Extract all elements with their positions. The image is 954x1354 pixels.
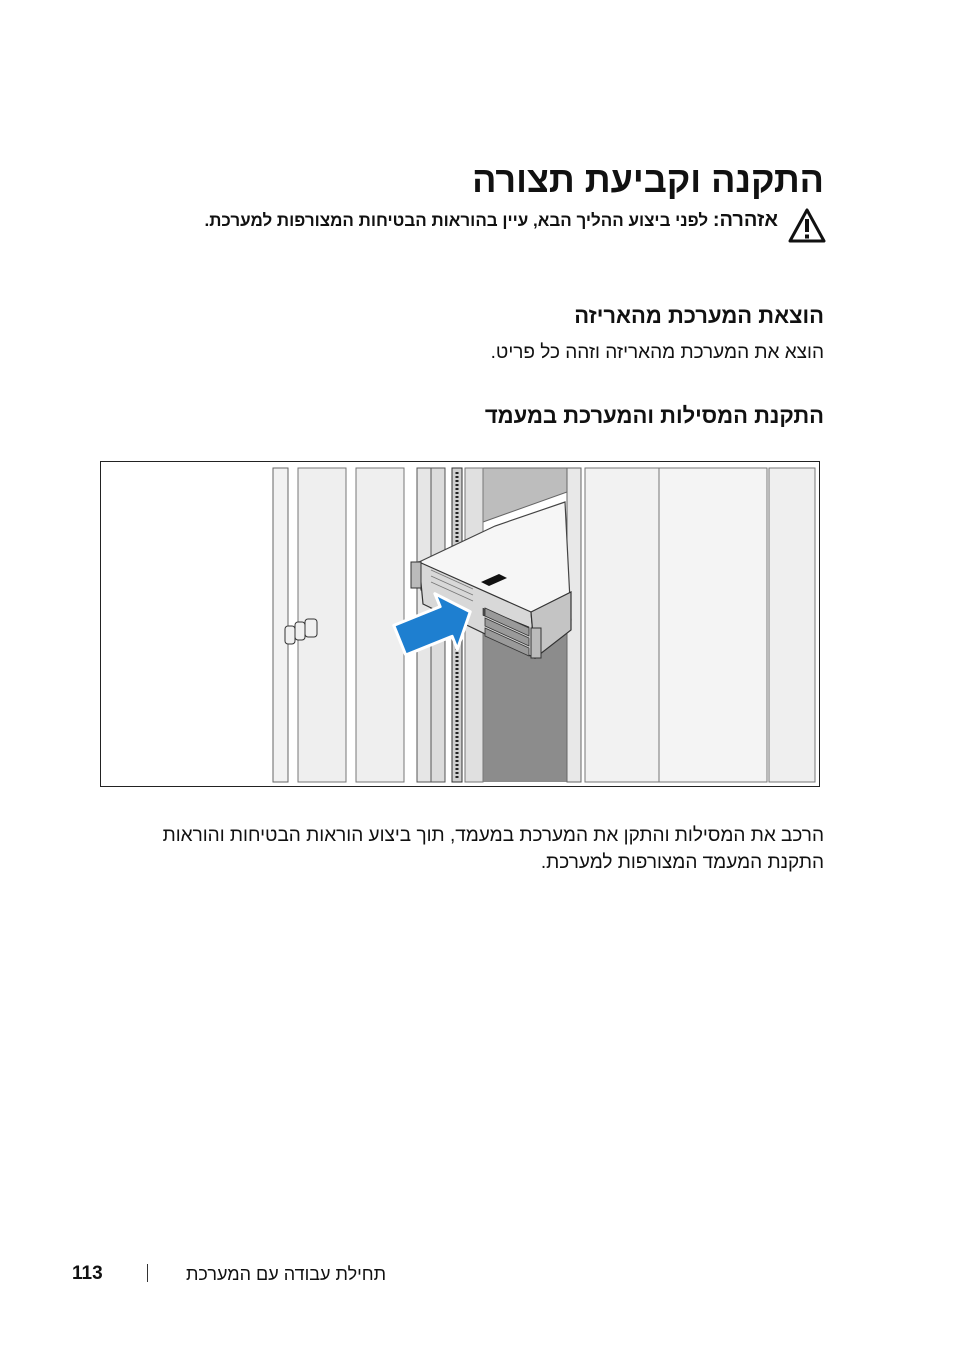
footer-divider: [147, 1264, 148, 1282]
warning-body: לפני ביצוע ההליך הבא, עיין בהוראות הבטיחות המצורפות למערכת.: [204, 211, 713, 230]
page-footer: [0, 1262, 954, 1286]
section-body-rack-install: הרכב את המסילות והתקן את המערכת במעמד, תוך ביצוע הוראות הבטיחות והוראות התקנת המעמד המצורפות למערכת.: [162, 825, 824, 873]
warning-text: [146, 208, 778, 233]
section-body-unpacking: הוצא את המערכת מהאריזה וזהה כל פריט.: [490, 342, 824, 363]
section-heading-unpacking: הוצאת המערכת מהאריזה: [574, 303, 824, 328]
running-title: תחילת עבודה עם המערכת: [186, 1264, 387, 1284]
page-number: 113: [72, 1263, 103, 1284]
section-heading-rack-install: התקנת המסילות והמערכת במעמד: [484, 403, 824, 428]
server-rack-install-illustration: [101, 462, 819, 786]
warning-triangle-icon: [788, 208, 826, 244]
warning-label: אזהרה:: [712, 209, 778, 231]
rack-install-figure: [100, 461, 820, 787]
warning-note: [146, 208, 826, 244]
page-title: התקנה וקביעת תצורה: [472, 159, 824, 200]
